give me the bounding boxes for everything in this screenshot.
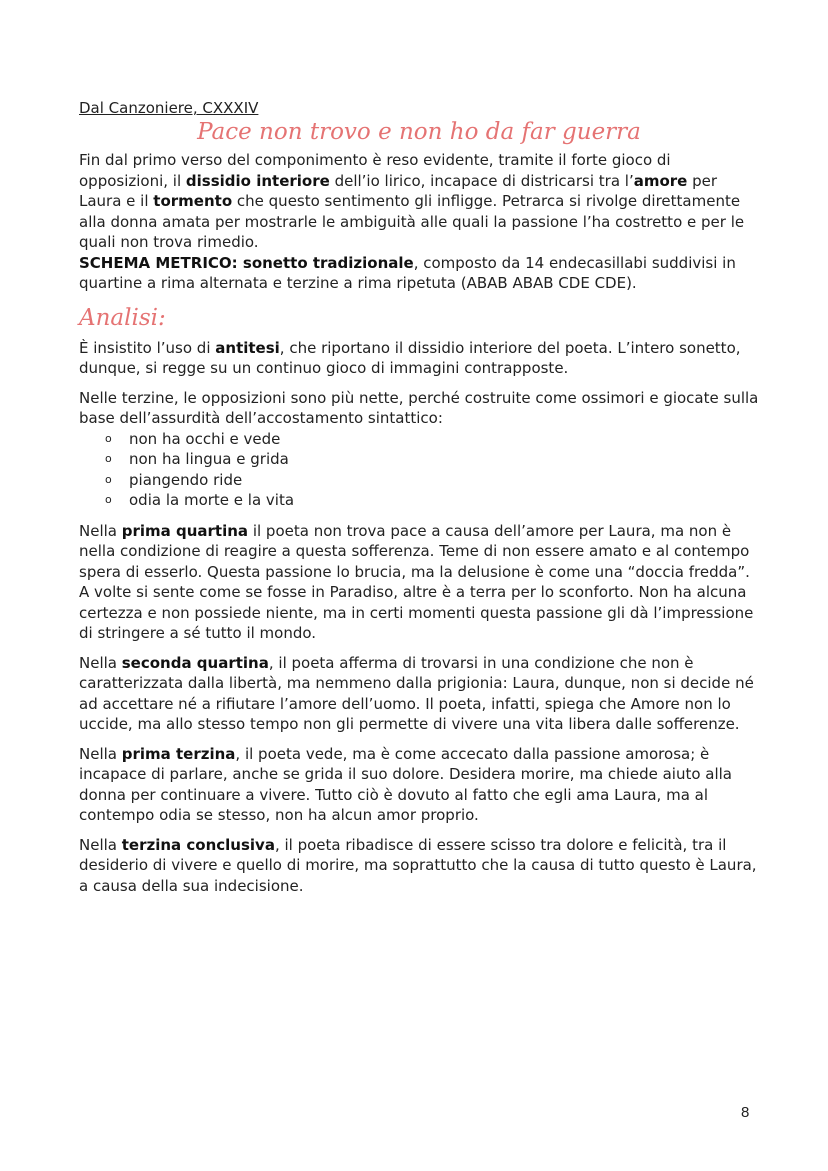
analysis-paragraph-antitesi bbox=[79, 338, 759, 379]
analysis-paragraph-prima-terzina bbox=[79, 744, 759, 826]
list-item bbox=[79, 490, 759, 511]
metric-scheme-paragraph bbox=[79, 253, 759, 294]
text-span: Nella bbox=[79, 835, 122, 854]
list-item-text: non ha occhi e vede bbox=[129, 429, 281, 448]
list-item-text: piangendo ride bbox=[129, 470, 243, 489]
text-span: Fin dal primo verso del componimento è reso evidente, tramite il forte gioco di opposizioni, il bbox=[79, 151, 671, 190]
text-span: che questo sentimento gli infligge. Petrarca si rivolge direttamente alla donna amata per mostrarle le ambiguità alle quali la passione l’ha costretto e per le quali non trova rimedio. bbox=[79, 192, 745, 251]
text-span: , che riportano il dissidio interiore del poeta. L’intero sonetto, dunque, si regge su un continuo gioco di immagini contrapposte. bbox=[79, 338, 741, 377]
bold-term-tormento: tormento bbox=[153, 192, 233, 210]
text-span: Nella bbox=[79, 521, 122, 540]
text-span: Nella bbox=[79, 744, 122, 763]
bold-term-prima-terzina: prima terzina bbox=[121, 744, 236, 763]
bold-term-terzina-conclusiva: terzina conclusiva bbox=[121, 835, 275, 854]
text-span: , il poeta afferma di trovarsi in una condizione che non è caratterizzata dalla libertà, ma nemmeno dalla prigionia: Laura, dunque, non si decide né ad accettare né a rifiutare l’amore dell’uomo. Il poeta, infatti, spiega che Amore non lo uccide, ma allo stesso tempo non gli permette di vivere una vita libera dalle sofferenze. bbox=[79, 653, 754, 733]
bold-term-amore: amore bbox=[633, 171, 688, 190]
list-item-text: odia la morte e la vita bbox=[129, 491, 295, 509]
text-span: È insistito l’uso di bbox=[79, 338, 216, 357]
text-span: dell’io lirico, incapace di districarsi tra l’ bbox=[329, 171, 634, 190]
intro-paragraph bbox=[79, 150, 759, 253]
metric-scheme-label: SCHEMA METRICO: sonetto tradizionale bbox=[79, 253, 414, 272]
source-reference: Dal Canzoniere, CXXXIV bbox=[79, 99, 259, 117]
list-item bbox=[79, 429, 759, 450]
page-number: 8 bbox=[741, 1104, 750, 1121]
text-span: , il poeta ribadisce di essere scisso tra dolore e felicità, tra il desiderio di vivere e quello di morire, ma soprattutto che la causa di tutto questo è Laura, a causa della sua indecisione. bbox=[79, 835, 757, 895]
text-span: il poeta non trova pace a causa dell’amore per Laura, ma non è nella condizione di reagire a questa sofferenza. Teme di non essere amato e al contempo spera di esserlo. Questa passione lo brucia, ma la delusione è come una “doccia fredda”. A volte si sente come se fosse in Paradiso, altre è a terra per lo sconforto. Non ha alcuna certezza e non possiede niente, ma in certi momenti questa passione gli dà l’impressione di stringere a sé tutto il mondo. bbox=[79, 521, 754, 642]
bold-term-antitesi: antitesi bbox=[215, 338, 280, 357]
text-span: per Laura e il bbox=[79, 171, 718, 210]
analysis-paragraph-seconda-quartina bbox=[79, 653, 759, 735]
list-item bbox=[79, 449, 759, 470]
list-item-text: non ha lingua e grida bbox=[129, 450, 289, 468]
bullet-icon: o bbox=[105, 472, 112, 486]
bold-term-prima-quartina: prima quartina bbox=[121, 521, 249, 540]
analysis-paragraph-terzina-conclusiva bbox=[79, 835, 759, 897]
text-span: Nella bbox=[79, 653, 122, 672]
bullet-icon: o bbox=[105, 452, 112, 465]
analysis-paragraph-prima-quartina bbox=[79, 521, 759, 644]
bold-term-dissidio: dissidio interiore bbox=[185, 171, 330, 190]
text-span: , il poeta vede, ma è come accecato dalla passione amorosa; è incapace di parlare, anche se grida il suo dolore. Desidera morire, ma chiede aiuto alla donna per continuare a vivere. Tutto ciò è dovuto al fatto che egli ama Laura, ma al contempo odia se stesso, non ha alcun amor proprio. bbox=[79, 744, 732, 824]
analysis-heading: Analisi: bbox=[79, 304, 166, 331]
poem-title: Pace non trovo e non ho da far guerra bbox=[197, 119, 641, 145]
bold-term-seconda-quartina: seconda quartina bbox=[121, 653, 269, 672]
bullet-icon: o bbox=[105, 493, 112, 506]
text-span: , composto da 14 endecasillabi suddivisi in quartine a rima alternata e terzine a rima ripetuta (ABAB ABAB CDE CDE). bbox=[79, 253, 736, 292]
analysis-paragraph-terzine: Nelle terzine, le opposizioni sono più nette, perché costruite come ossimori e giocate sulla base dell’assurdità dell’accostamento sintattico: bbox=[79, 388, 759, 427]
list-item bbox=[79, 470, 759, 491]
oxymoron-list bbox=[79, 429, 759, 511]
document-page bbox=[79, 98, 759, 905]
bullet-icon: o bbox=[105, 431, 112, 445]
